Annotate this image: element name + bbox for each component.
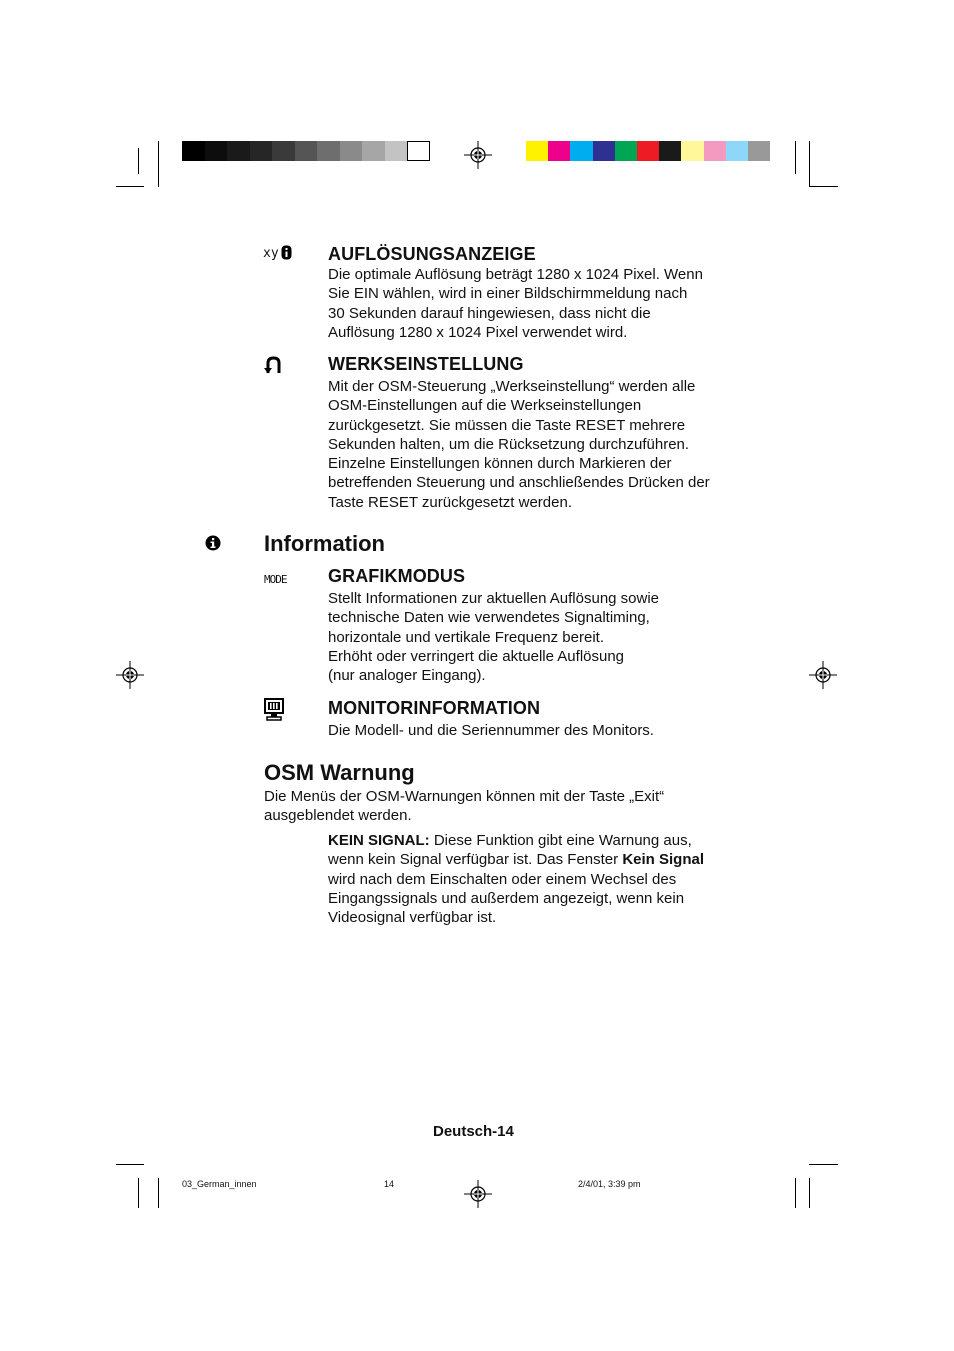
text-line: zurückgesetzt. Sie müssen die Taste RESET mehrere: [328, 416, 686, 434]
mode-icon-text: MODE: [264, 573, 287, 586]
color-swatch: [205, 141, 228, 161]
text-line: wird nach dem Einschalten oder einem Wechsel des: [328, 870, 677, 888]
color-swatch: [407, 141, 430, 161]
text-line: technische Daten wie verwendetes Signaltiming,: [328, 609, 650, 627]
section-title-aufloesungsanzeige: AUFLÖSUNGSANZEIGE: [328, 244, 536, 264]
registration-mark-icon: [809, 661, 837, 689]
color-swatch: [570, 141, 592, 161]
text-line: OSM-Einstellungen auf die Werkseinstellungen: [328, 397, 642, 415]
crop-mark: [795, 1178, 796, 1208]
text-line: Auflösung 1280 x 1024 Pixel verwendet wird.: [328, 323, 628, 341]
text-line: Eingangssignals und außerdem angezeigt, wenn kein: [328, 889, 685, 907]
text-line: Sie EIN wählen, wird in einer Bildschirmmeldung nach: [328, 285, 688, 303]
text-line: Sekunden halten, um die Rücksetzung durchzuführen.: [328, 435, 690, 453]
text-line: Mit der OSM-Steuerung „Werkseinstellung“ werden alle: [328, 378, 696, 395]
color-swatch: [637, 141, 659, 161]
footer-page-number: 14: [384, 1179, 395, 1189]
section-body-grafikmodus: [328, 589, 659, 685]
text-line: horizontale und vertikale Frequenz bereit.: [328, 628, 604, 646]
color-swatch: [704, 141, 726, 161]
text-line: 30 Sekunden darauf hingewiesen, dass nicht die: [328, 304, 651, 322]
text-line: betreffenden Steuerung und anschließendes Drücken der: [328, 474, 710, 492]
info-icon: [205, 535, 221, 551]
color-swatch: [748, 141, 770, 161]
color-swatch: [385, 141, 408, 161]
kein-signal-window-name: Kein Signal: [622, 851, 704, 869]
color-swatch: [227, 141, 250, 161]
xy-icon-text: xy: [263, 246, 279, 261]
color-swatch: [593, 141, 615, 161]
crop-mark: [138, 148, 139, 174]
crop-mark: [116, 1164, 144, 1165]
text-line: Videosignal verfügbar ist.: [328, 909, 497, 927]
section-body-aufloesungsanzeige: [328, 265, 703, 342]
color-swatch: [526, 141, 548, 161]
color-swatch: [615, 141, 637, 161]
registration-mark-icon: [464, 1180, 492, 1208]
crop-mark: [158, 1178, 159, 1208]
color-swatch: [726, 141, 748, 161]
color-swatch: [340, 141, 363, 161]
footer-timestamp: 2/4/01, 3:39 pm: [578, 1179, 641, 1189]
crop-mark: [116, 186, 144, 187]
section-body-osm-warnung: [264, 787, 664, 826]
color-swatch: [182, 141, 205, 161]
color-swatch: [272, 141, 295, 161]
xy-info-icon: [263, 244, 293, 262]
text-line: Diese Funktion gibt eine Warnung aus,: [429, 832, 692, 849]
text-line: Taste RESET zurückgesetzt werden.: [328, 493, 572, 511]
crop-mark: [158, 141, 159, 187]
text-line: Einzelne Einstellungen können durch Markieren der: [328, 455, 672, 473]
section-title-grafikmodus: GRAFIKMODUS: [328, 566, 466, 586]
text-line: ausgeblendet werden.: [264, 807, 412, 825]
color-swatch: [681, 141, 703, 161]
text-line: Die Menüs der OSM-Warnungen können mit der Taste „Exit“: [264, 788, 665, 805]
color-swatch: [250, 141, 273, 161]
section-title-information: Information: [264, 531, 385, 556]
color-swatch: [317, 141, 340, 161]
text-line: Die Modell- und die Seriennummer des Monitors.: [328, 722, 654, 739]
text-line: Erhöht oder verringert die aktuelle Auflösung: [328, 647, 625, 665]
footer-filename: 03_German_innen: [182, 1179, 257, 1189]
section-body-werkseinstellung: [328, 377, 710, 512]
page-label: Deutsch-14: [433, 1123, 514, 1140]
text-line: wenn kein Signal verfügbar ist. Das Fenster: [328, 851, 623, 869]
reset-arrow-icon: [264, 355, 284, 375]
text-line: Die optimale Auflösung beträgt 1280 x 1024 Pixel. Wenn: [328, 266, 703, 283]
mode-icon: [264, 570, 287, 588]
color-swatch: [548, 141, 570, 161]
text-line: (nur analoger Eingang).: [328, 667, 486, 685]
crop-mark: [809, 1178, 810, 1208]
color-swatch: [659, 141, 681, 161]
registration-mark-icon: [116, 661, 144, 689]
crop-mark: [809, 186, 838, 187]
text-line: Stellt Informationen zur aktuellen Auflösung sowie: [328, 590, 660, 607]
kein-signal-paragraph: [328, 831, 704, 927]
crop-mark: [809, 1164, 838, 1165]
crop-mark: [138, 1178, 139, 1208]
crop-mark: [809, 141, 810, 187]
kein-signal-label: KEIN SIGNAL:: [328, 832, 430, 849]
section-body-monitorinformation: [328, 721, 654, 740]
registration-mark-icon: [464, 141, 492, 169]
monitor-info-icon: [264, 698, 284, 722]
section-title-werkseinstellung: WERKSEINSTELLUNG: [328, 354, 524, 374]
crop-mark: [795, 141, 796, 174]
color-swatch: [295, 141, 318, 161]
color-swatch: [362, 141, 385, 161]
section-title-monitorinformation: MONITORINFORMATION: [328, 698, 541, 718]
section-title-osm-warnung: OSM Warnung: [264, 760, 415, 785]
